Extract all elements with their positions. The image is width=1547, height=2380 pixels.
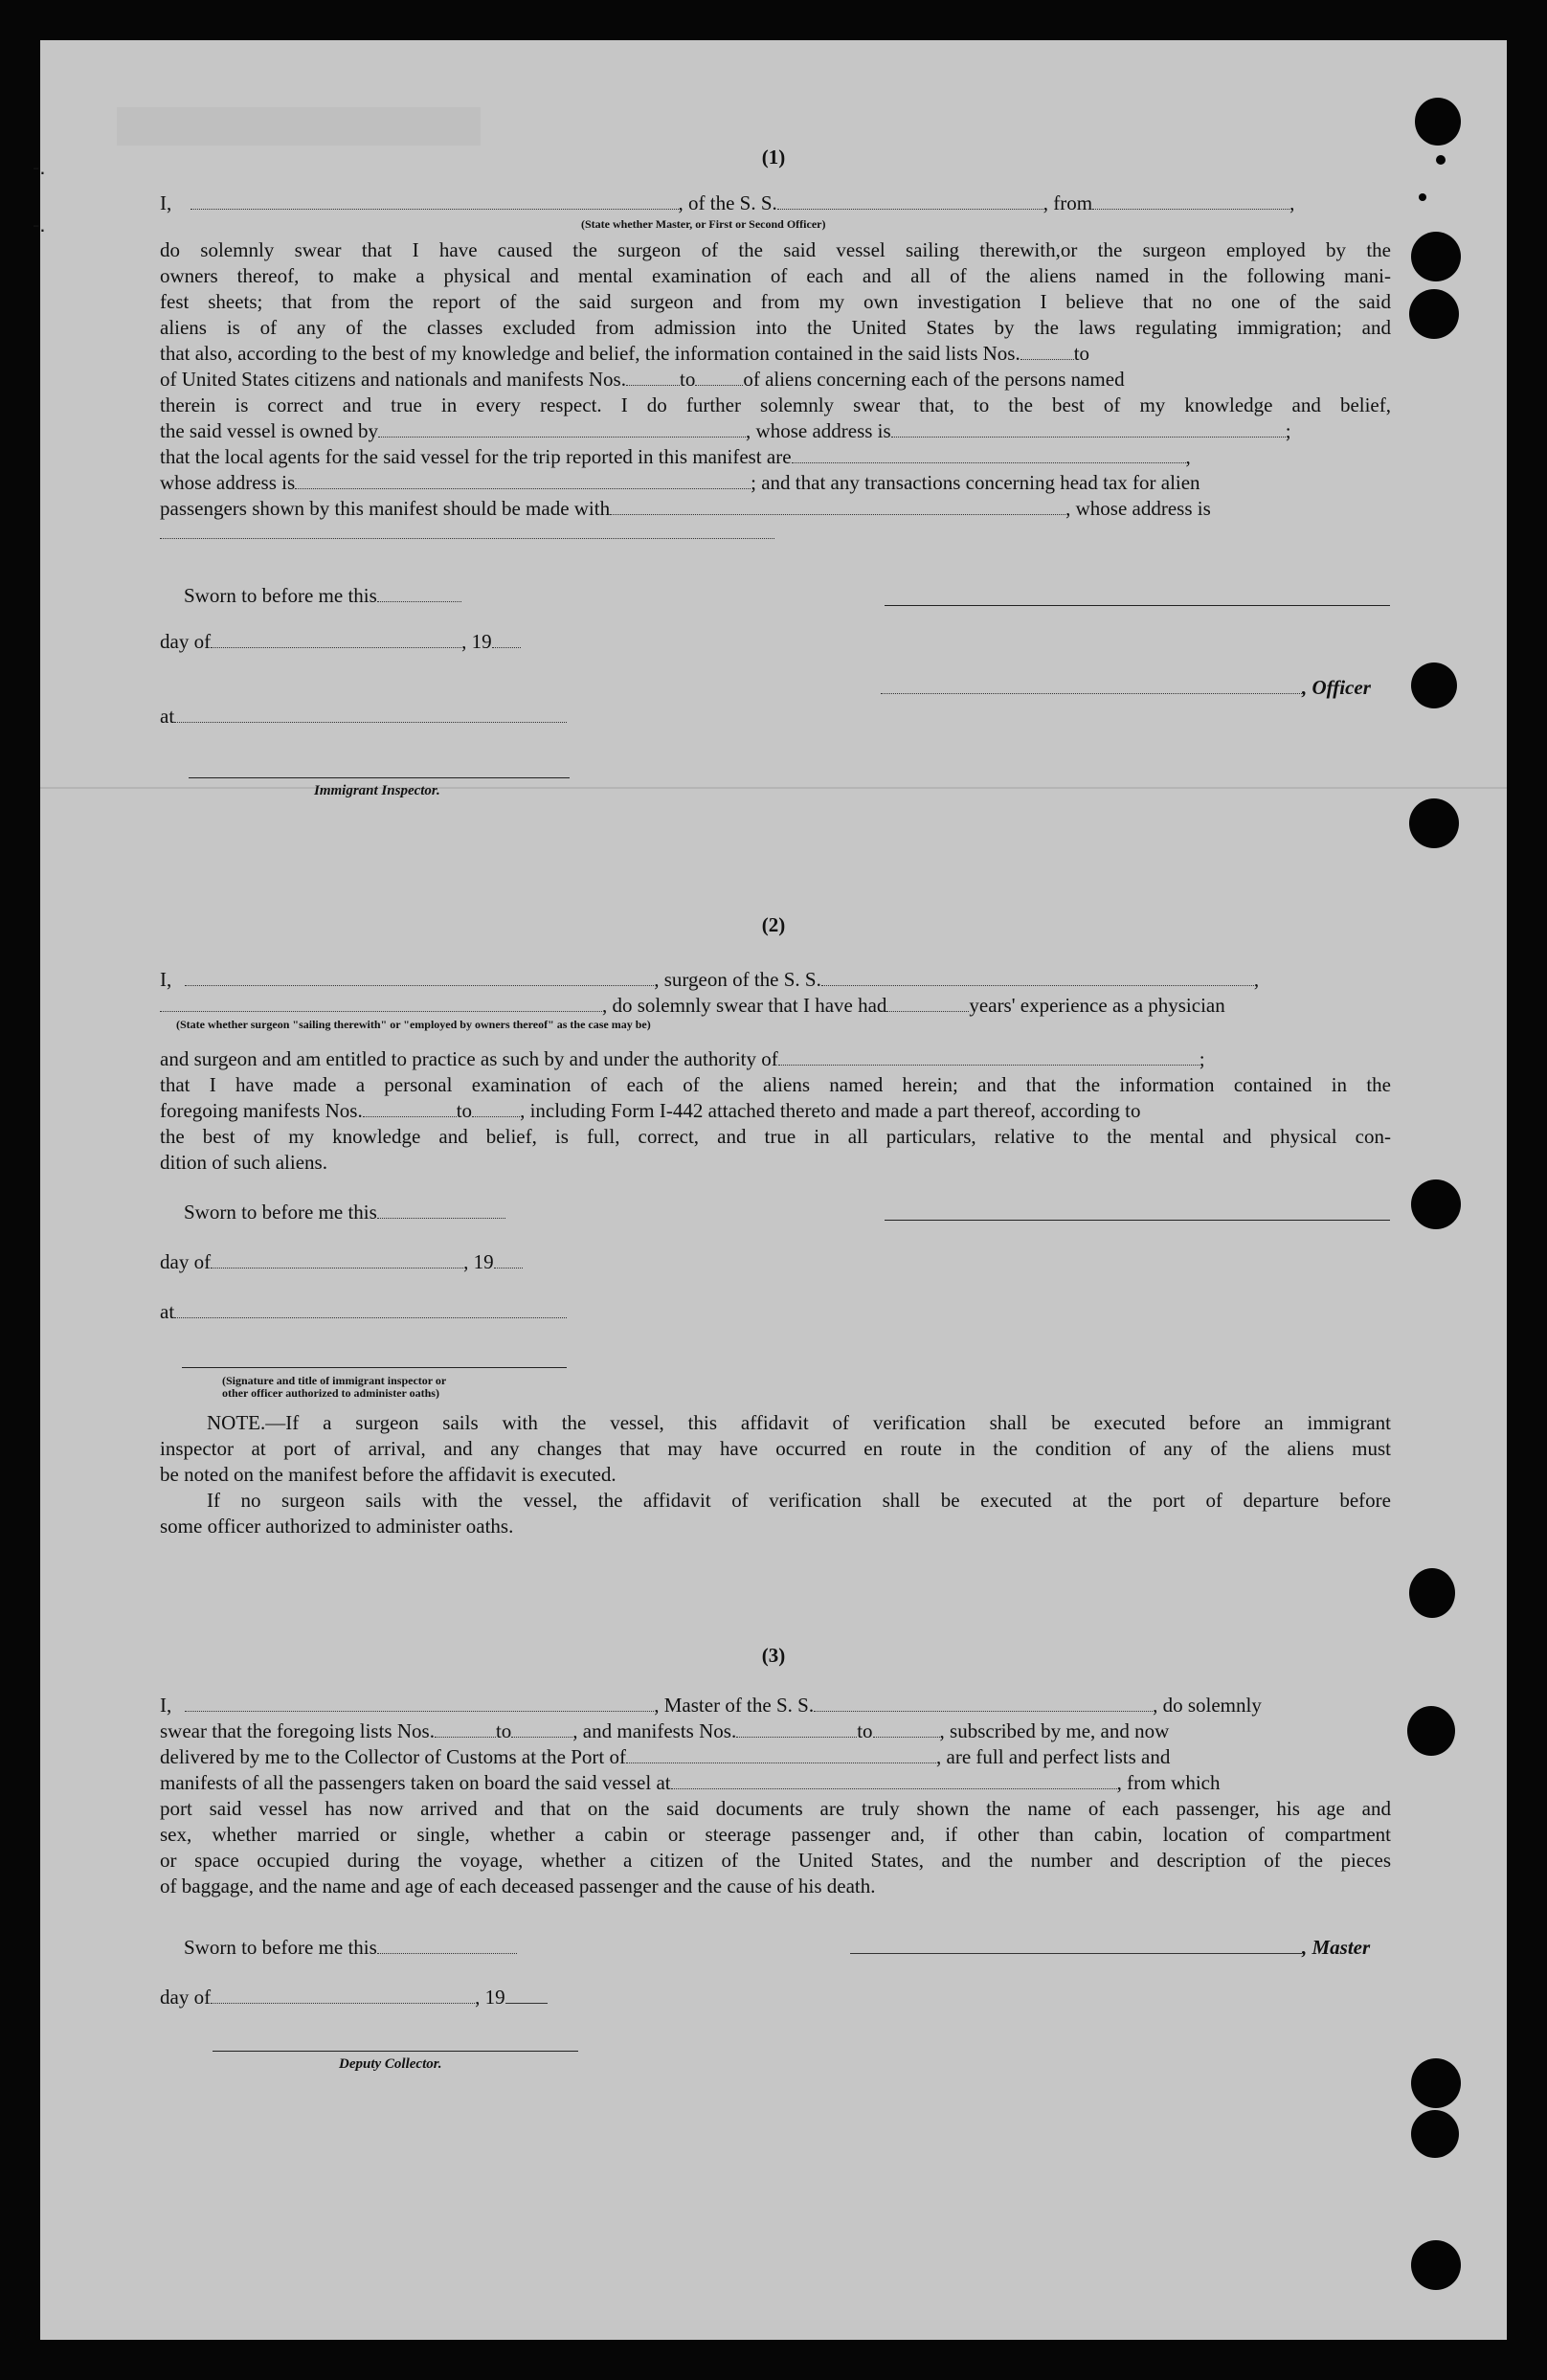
fold-crease bbox=[40, 787, 1507, 789]
section-1-number: (1) bbox=[761, 146, 786, 168]
day-of-label: day of , 19 bbox=[160, 628, 521, 655]
section-1-para-line: whose address is ; and that any transactions concerning head tax for alien bbox=[160, 471, 1200, 494]
section-3-para-line: port said vessel has now arrived and that on the said documents are truly shown the name of each passenger, his age and bbox=[160, 1797, 1391, 1820]
note-line: NOTE.—If a surgeon sails with the vessel, this affidavit of verification shall be executed before an immigrant bbox=[207, 1411, 1391, 1434]
section-3-number: (3) bbox=[761, 1644, 786, 1667]
note-line: be noted on the manifest before the affidavit is executed. bbox=[160, 1463, 617, 1486]
note-line: inspector at port of arrival, and any changes that may have occurred en route in the condition of any of the aliens must bbox=[160, 1437, 1391, 1460]
departure-port-field[interactable] bbox=[1092, 190, 1289, 210]
surgeon-name-field[interactable] bbox=[185, 966, 654, 986]
section-3-line-2: swear that the foregoing lists Nos. to , and manifests Nos. to , subscribed by me, and now bbox=[160, 1719, 1170, 1742]
sworn-date-field[interactable] bbox=[377, 1199, 505, 1219]
officer-line: , Officer bbox=[881, 674, 1371, 701]
punch-hole bbox=[1411, 1179, 1461, 1229]
section-2-line-3: and surgeon and am entitled to practice as such by and under the authority of ; bbox=[160, 1047, 1205, 1070]
inspector-signature-line[interactable] bbox=[182, 1367, 567, 1368]
section-2-line-1: I, , surgeon of the S. S. , bbox=[160, 968, 1260, 991]
surgeon-signature-line[interactable] bbox=[885, 1220, 1390, 1221]
section-3-line-4: manifests of all the passengers taken on board the said vessel at , from which bbox=[160, 1771, 1221, 1794]
customs-port-field[interactable] bbox=[626, 1743, 936, 1763]
rank-note: (State whether Master, or First or Second Officer) bbox=[581, 217, 826, 231]
punch-hole bbox=[1409, 1568, 1455, 1618]
sworn-date-field[interactable] bbox=[377, 1934, 517, 1954]
immigrant-inspector-label: Immigrant Inspector. bbox=[314, 783, 440, 798]
document-sheet bbox=[33, 40, 1507, 2340]
boarding-port-field[interactable] bbox=[671, 1769, 1117, 1789]
agents-address-field[interactable] bbox=[295, 469, 751, 489]
section-1-para-line: that the local agents for the said vessel for the trip reported in this manifest are , bbox=[160, 445, 1191, 468]
lists-to-field[interactable] bbox=[511, 1718, 572, 1738]
margin-dash-mark: -. bbox=[33, 155, 46, 179]
years-experience-field[interactable] bbox=[886, 992, 969, 1012]
punch-hole bbox=[1419, 193, 1426, 201]
section-3-para-line: sex, whether married or single, whether a cabin or steerage passenger and, if other than cabin, location of compartment bbox=[160, 1823, 1391, 1846]
section-1-line-1: I, , of the S. S. , from , bbox=[160, 191, 1295, 214]
head-tax-contact-field[interactable] bbox=[610, 495, 1065, 515]
section-1-para-line: of United States citizens and nationals and manifests Nos. to of aliens concerning each of the persons named bbox=[160, 368, 1125, 391]
day-of-field[interactable] bbox=[211, 628, 461, 648]
manifests-from-field[interactable] bbox=[736, 1718, 857, 1738]
owner-field[interactable] bbox=[378, 417, 746, 438]
at-place-field[interactable] bbox=[174, 1298, 567, 1318]
year-field[interactable] bbox=[505, 1984, 548, 2004]
officer-signature-field[interactable] bbox=[881, 674, 1302, 694]
vessel-name-field[interactable] bbox=[814, 1692, 1153, 1712]
section-2-para-line: that I have made a personal examination of each of the aliens named herein; and that the information contained in the bbox=[160, 1073, 1391, 1096]
punch-hole bbox=[1411, 2110, 1459, 2158]
section-1-para-line: owners thereof, to make a physical and mental examination of each and all of the aliens named in the following mani- bbox=[160, 264, 1391, 287]
foregoing-to-field[interactable] bbox=[472, 1097, 520, 1117]
section-3-line-1: I, , Master of the S. S. , do solemnly bbox=[160, 1694, 1262, 1717]
section-2-para-line: foregoing manifests Nos. to , including Form I-442 attached thereto and made a part thereof, according to bbox=[160, 1099, 1141, 1122]
sworn-label: Sworn to before me this bbox=[184, 1934, 517, 1961]
punch-hole bbox=[1407, 1706, 1455, 1756]
note-line: some officer authorized to administer oaths. bbox=[160, 1515, 514, 1538]
section-1-para-line: passengers shown by this manifest should be made with , whose address is bbox=[160, 497, 1211, 520]
sworn-label: Sworn to before me this bbox=[184, 1199, 505, 1225]
section-1-para-line: do solemnly swear that I have caused the surgeon of the said vessel sailing therewith,or the surgeon employed by the bbox=[160, 238, 1391, 261]
lists-from-field[interactable] bbox=[1020, 340, 1074, 360]
section-2-number: (2) bbox=[761, 913, 786, 936]
punch-hole bbox=[1415, 98, 1461, 146]
sworn-label: Sworn to before me this bbox=[184, 582, 461, 609]
master-signature-field[interactable] bbox=[850, 1934, 1302, 1954]
section-3-line-3: delivered by me to the Collector of Customs at the Port of , are full and perfect lists and bbox=[160, 1745, 1171, 1768]
master-name-field[interactable] bbox=[185, 1692, 654, 1712]
officer-signature-line[interactable] bbox=[885, 605, 1390, 606]
surgeon-vessel-field[interactable] bbox=[821, 966, 1254, 986]
margin-dash-mark: -. bbox=[33, 213, 46, 236]
section-2-para-line: the best of my knowledge and belief, is full, correct, and true in all particulars, relative to the mental and physical con- bbox=[160, 1125, 1391, 1148]
note-line: If no surgeon sails with the vessel, the affidavit of verification shall be executed at the port of departure before bbox=[207, 1489, 1391, 1512]
section-1-para-line: fest sheets; that from the report of the said surgeon and from my own investigation I believe that no one of the said bbox=[160, 290, 1391, 313]
lists-from-field[interactable] bbox=[435, 1718, 496, 1738]
signature-note-line: (Signature and title of immigrant inspector or bbox=[222, 1374, 447, 1387]
punch-hole bbox=[1411, 232, 1461, 281]
punch-hole bbox=[1411, 2240, 1461, 2290]
at-label: at bbox=[160, 1298, 567, 1325]
punch-hole bbox=[1411, 2058, 1461, 2108]
inspector-signature-line[interactable] bbox=[189, 777, 570, 778]
sworn-date-field[interactable] bbox=[377, 582, 461, 602]
foregoing-from-field[interactable] bbox=[363, 1097, 457, 1117]
day-of-field[interactable] bbox=[211, 1984, 475, 2004]
at-label: at bbox=[160, 703, 567, 730]
manifests-from-field[interactable] bbox=[626, 366, 680, 386]
signature-note-line: other officer authorized to administer oaths) bbox=[222, 1386, 439, 1400]
section-2-para-line: dition of such aliens. bbox=[160, 1151, 327, 1174]
punch-hole bbox=[1409, 798, 1459, 848]
day-of-label: day of , 19 bbox=[160, 1248, 523, 1275]
section-1-para-line: the said vessel is owned by , whose address is ; bbox=[160, 419, 1291, 442]
master-line: , Master bbox=[850, 1934, 1370, 1961]
collector-signature-line[interactable] bbox=[213, 2051, 578, 2052]
section-3-para-line: of baggage, and the name and age of each deceased passenger and the cause of his death. bbox=[160, 1875, 876, 1897]
section-1-para-line: that also, according to the best of my knowledge and belief, the information contained in the said lists Nos. to bbox=[160, 342, 1090, 365]
punch-hole bbox=[1409, 289, 1459, 339]
section-2-line-2: , do solemnly swear that I have had years' experience as a physician bbox=[160, 992, 1391, 1019]
manifests-to-field[interactable] bbox=[695, 366, 743, 386]
vessel-name-field[interactable] bbox=[777, 190, 1043, 210]
master-name-field[interactable] bbox=[191, 190, 679, 210]
day-of-field[interactable] bbox=[211, 1248, 463, 1269]
owner-address-field[interactable] bbox=[891, 417, 1286, 438]
bleed-through-texture bbox=[117, 107, 481, 146]
manifests-to-field[interactable] bbox=[873, 1718, 940, 1738]
contact-address-field[interactable] bbox=[160, 538, 774, 539]
section-3-para-line: or space occupied during the voyage, whether a citizen of the United States, and the number and description of the pieces bbox=[160, 1849, 1391, 1872]
deputy-collector-label: Deputy Collector. bbox=[339, 2056, 442, 2072]
surgeon-status-note: (State whether surgeon "sailing therewith" or "employed by owners thereof" as the case may be) bbox=[176, 1018, 651, 1031]
year-field[interactable] bbox=[494, 1248, 523, 1269]
day-of-label: day of , 19 bbox=[160, 1984, 548, 2010]
local-agents-field[interactable] bbox=[792, 443, 1186, 463]
punch-hole bbox=[1411, 662, 1457, 708]
authority-field[interactable] bbox=[778, 1045, 1199, 1066]
section-1-para-line: therein is correct and true in every respect. I do further solemnly swear that, to the best of my knowledge and belief, bbox=[160, 393, 1391, 416]
section-1-para-line: aliens is of any of the classes excluded from admission into the United States by the laws regulating immigration; and bbox=[160, 316, 1391, 339]
year-field[interactable] bbox=[492, 628, 521, 648]
surgeon-status-field[interactable] bbox=[160, 992, 602, 1012]
at-place-field[interactable] bbox=[174, 703, 567, 723]
